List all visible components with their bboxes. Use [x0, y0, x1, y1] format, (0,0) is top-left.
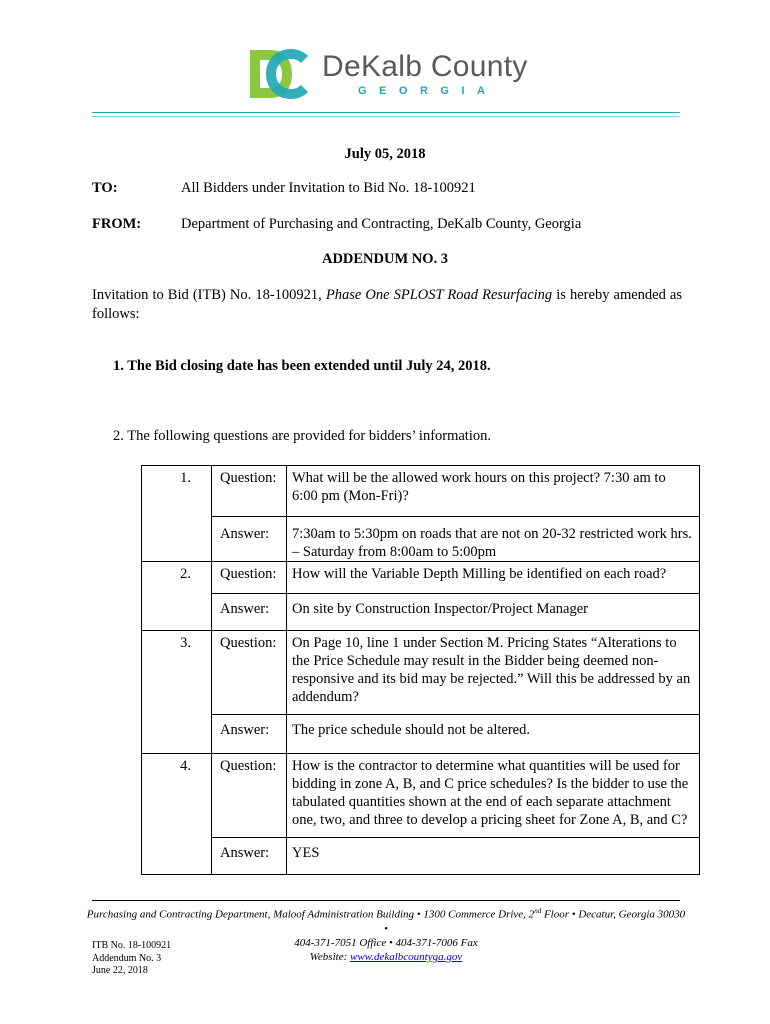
addendum-title: ADDENDUM NO. 3: [321, 251, 449, 267]
table-row: [142, 754, 700, 838]
question-text: On Page 10, line 1 under Section M. Pricing States “Alterations to the Price Schedule may result in the Bidder being deemed non-responsive and its bid may be rejected.” Will this be addressed by an addendum?: [287, 631, 700, 715]
ref-itb: ITB No. 18-100921: [92, 940, 172, 951]
question-label: Question:: [212, 631, 287, 715]
answer-text: 7:30am to 5:30pm on roads that are not on 20-32 restricted work hrs. – Saturday from 8:00am to 5:00pm: [287, 517, 700, 562]
dekalb-logo-mark-icon: [248, 48, 310, 100]
answer-label: Answer:: [212, 838, 287, 875]
header-divider-secondary: [92, 116, 680, 117]
table-row: [142, 715, 700, 754]
ref-date: June 22, 2018: [92, 965, 148, 976]
footer-address: [86, 904, 686, 936]
logo-county-name: DeKalb County: [322, 50, 528, 83]
intro-paragraph: [92, 286, 682, 324]
from-value: Department of Purchasing and Contracting, DeKalb County, Georgia: [181, 216, 582, 232]
qa-number: 4.: [142, 754, 212, 875]
questions-intro-item: 2. The following questions are provided for bidders’ information.: [113, 428, 491, 444]
table-row: [142, 838, 700, 875]
logo-state-name: GEORGIA: [358, 85, 498, 97]
answer-text: YES: [287, 838, 700, 875]
answer-label: Answer:: [212, 594, 287, 631]
footer-floor-suffix: nd: [534, 907, 542, 915]
question-label: Question:: [212, 562, 287, 594]
website-label: Website:: [309, 950, 350, 963]
question-label: Question:: [212, 754, 287, 838]
document-reference: [92, 940, 171, 978]
memo-date: July 05, 2018: [344, 146, 426, 162]
table-row: [142, 466, 700, 517]
footer-website-line: [86, 950, 686, 964]
question-text: How is the contractor to determine what quantities will be used for bidding in zone A, B, and C price schedules? Is the bidder to use the tabulated quantities shown at the end of each separate attachment one, two, and three to develop a pricing sheet for Zone A, B, and C?: [287, 754, 700, 838]
qa-number: 3.: [142, 631, 212, 754]
answer-text: On site by Construction Inspector/Project Manager: [287, 594, 700, 631]
answer-text: The price schedule should not be altered.: [287, 715, 700, 754]
closing-date-item: 1. The Bid closing date has been extended until July 24, 2018.: [113, 358, 491, 374]
table-row: [142, 631, 700, 715]
answer-label: Answer:: [212, 715, 287, 754]
footer-contact: [86, 904, 686, 964]
qa-number: 2.: [142, 562, 212, 631]
header-divider: [92, 112, 680, 113]
question-text: How will the Variable Depth Milling be identified on each road?: [287, 562, 700, 594]
intro-suffix: is hereby amended as follows:: [92, 287, 683, 322]
table-row: [142, 594, 700, 631]
table-row: [142, 562, 700, 594]
ref-addendum: Addendum No. 3: [92, 952, 162, 964]
website-link[interactable]: www.dekalbcountyga.gov: [350, 950, 463, 963]
qa-table: [141, 465, 700, 875]
intro-prefix: Invitation to Bid (ITB) No. 18-100921,: [92, 287, 326, 303]
question-label: Question:: [212, 466, 287, 517]
project-name: Phase One SPLOST Road Resurfacing: [325, 287, 553, 303]
qa-number: 1.: [142, 466, 212, 562]
from-label: FROM:: [92, 216, 142, 232]
to-label: TO:: [92, 180, 118, 196]
to-value: All Bidders under Invitation to Bid No. 18-100921: [181, 180, 476, 196]
answer-label: Answer:: [212, 517, 287, 562]
footer-divider: [92, 900, 680, 901]
footer-address-text: Purchasing and Contracting Department, Maloof Administration Building • 1300 Commerce Drive, 2: [86, 908, 535, 921]
footer-phone: 404-371-7051 Office • 404-371-7006 Fax: [294, 936, 478, 949]
table-row: [142, 517, 700, 562]
footer-address-end: Floor • Decatur, Georgia 30030 •: [384, 908, 686, 935]
question-text: What will be the allowed work hours on this project? 7:30 am to 6:00 pm (Mon-Fri)?: [287, 466, 700, 517]
